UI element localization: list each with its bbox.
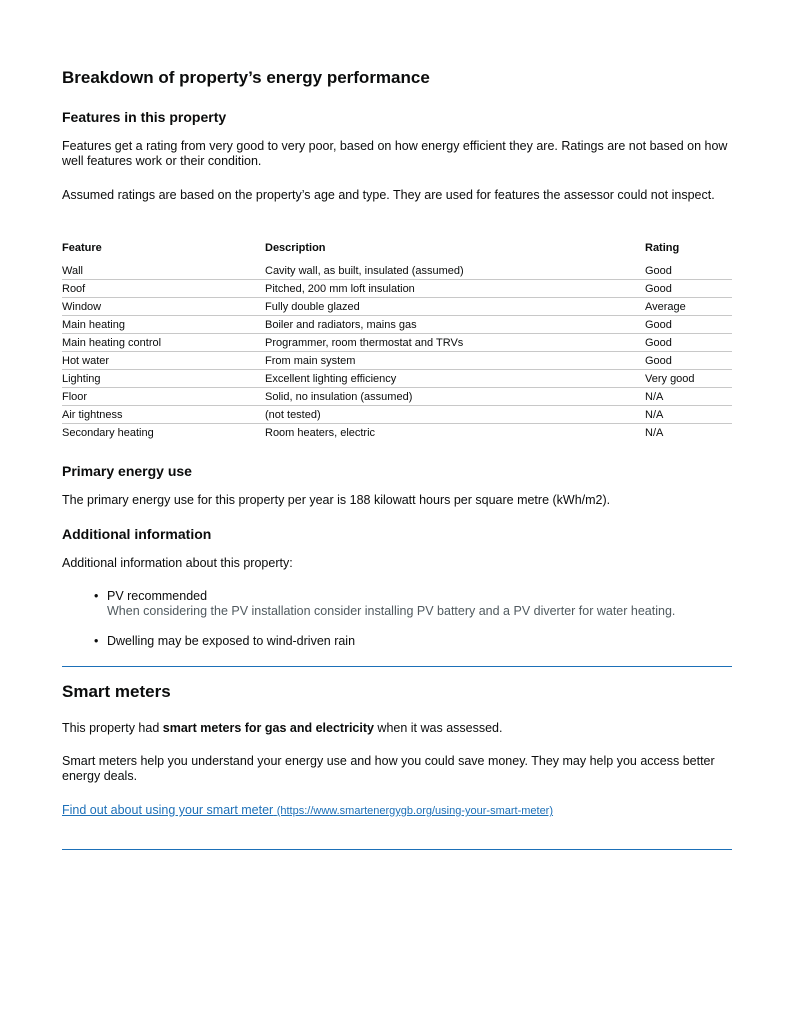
smart-meters-status-bold: smart meters for gas and electricity bbox=[162, 721, 374, 735]
feature-cell: Lighting bbox=[62, 370, 265, 388]
description-cell: (not tested) bbox=[265, 406, 645, 424]
table-row bbox=[62, 298, 732, 316]
smart-meters-status bbox=[62, 721, 732, 736]
section-divider bbox=[62, 849, 732, 850]
smart-meter-link-line bbox=[62, 803, 732, 819]
table-row bbox=[62, 352, 732, 370]
table-row bbox=[62, 424, 732, 442]
rating-cell: Good bbox=[645, 280, 732, 298]
rating-cell: N/A bbox=[645, 388, 732, 406]
features-intro: Features get a rating from very good to very poor, based on how energy efficient they are. Ratings are not based on how well features work or their condition. bbox=[62, 139, 728, 168]
smart-meters-status-prefix: This property had bbox=[62, 721, 163, 735]
description-cell: Room heaters, electric bbox=[265, 426, 376, 439]
page-title: Breakdown of property’s energy performance bbox=[62, 68, 430, 87]
feature-cell: Roof bbox=[62, 280, 265, 298]
description-cell: Cavity wall, as built, insulated (assumed) bbox=[265, 262, 645, 280]
pv-recommended-label: PV recommended bbox=[107, 589, 208, 603]
additional-info-list bbox=[62, 589, 732, 649]
rating-cell: Good bbox=[645, 316, 732, 334]
description-cell: Solid, no insulation (assumed) bbox=[265, 388, 645, 406]
table-header-row bbox=[62, 242, 732, 262]
rating-cell: Very good bbox=[645, 370, 732, 388]
feature-cell: Floor bbox=[62, 388, 265, 406]
rating-cell: Good bbox=[645, 262, 732, 280]
description-cell: From main system bbox=[265, 352, 645, 370]
description-cell: Programmer, room thermostat and TRVs bbox=[265, 334, 645, 352]
assumed-ratings-note: Assumed ratings are based on the property’s age and type. They are used for features the assessor could not inspect. bbox=[62, 188, 715, 202]
table-row bbox=[62, 388, 732, 406]
table-row bbox=[62, 370, 732, 388]
smart-meters-heading: Smart meters bbox=[62, 682, 171, 701]
features-table bbox=[62, 242, 732, 441]
features-heading: Features in this property bbox=[62, 109, 227, 125]
table-row bbox=[62, 280, 732, 298]
table-row bbox=[62, 262, 732, 280]
column-header-feature: Feature bbox=[62, 242, 102, 254]
list-item bbox=[107, 634, 732, 649]
feature-cell: Secondary heating bbox=[62, 426, 154, 439]
smart-meter-link[interactable] bbox=[62, 803, 553, 817]
table-row bbox=[62, 316, 732, 334]
rating-cell: Average bbox=[645, 298, 732, 316]
primary-energy-heading: Primary energy use bbox=[62, 463, 192, 479]
section-divider bbox=[62, 666, 732, 667]
rating-cell: N/A bbox=[645, 426, 664, 439]
feature-cell: Main heating bbox=[62, 316, 265, 334]
table-row bbox=[62, 406, 732, 424]
feature-cell: Window bbox=[62, 298, 265, 316]
feature-cell: Hot water bbox=[62, 352, 265, 370]
column-header-rating: Rating bbox=[645, 242, 680, 254]
description-cell: Excellent lighting efficiency bbox=[265, 370, 645, 388]
smart-meters-status-suffix: when it was assessed. bbox=[373, 721, 503, 735]
additional-info-heading: Additional information bbox=[62, 526, 212, 542]
rating-cell: Good bbox=[645, 352, 732, 370]
description-cell: Pitched, 200 mm loft insulation bbox=[265, 280, 645, 298]
rating-cell: N/A bbox=[645, 406, 732, 424]
smart-meter-link-url[interactable]: (https://www.smartenergygb.org/using-your-smart-meter) bbox=[276, 805, 554, 817]
smart-meter-link-text[interactable]: Find out about using your smart meter bbox=[62, 803, 274, 817]
feature-cell: Main heating control bbox=[62, 334, 265, 352]
feature-cell: Air tightness bbox=[62, 406, 265, 424]
additional-info-intro: Additional information about this property: bbox=[62, 556, 293, 570]
primary-energy-text: The primary energy use for this property per year is 188 kilowatt hours per square metre (kWh/m2). bbox=[62, 493, 611, 507]
pv-recommended-note: When considering the PV installation consider installing PV battery and a PV diverter for water heating. bbox=[107, 604, 676, 618]
wind-driven-rain-label: Dwelling may be exposed to wind-driven rain bbox=[107, 634, 356, 648]
list-item bbox=[107, 589, 732, 619]
description-cell: Boiler and radiators, mains gas bbox=[265, 316, 645, 334]
feature-cell: Wall bbox=[62, 262, 265, 280]
smart-meters-description: Smart meters help you understand your energy use and how you could save money. They may help you access better energy deals. bbox=[62, 754, 715, 783]
description-cell: Fully double glazed bbox=[265, 298, 645, 316]
table-row bbox=[62, 334, 732, 352]
rating-cell: Good bbox=[645, 334, 732, 352]
column-header-description: Description bbox=[265, 242, 326, 254]
